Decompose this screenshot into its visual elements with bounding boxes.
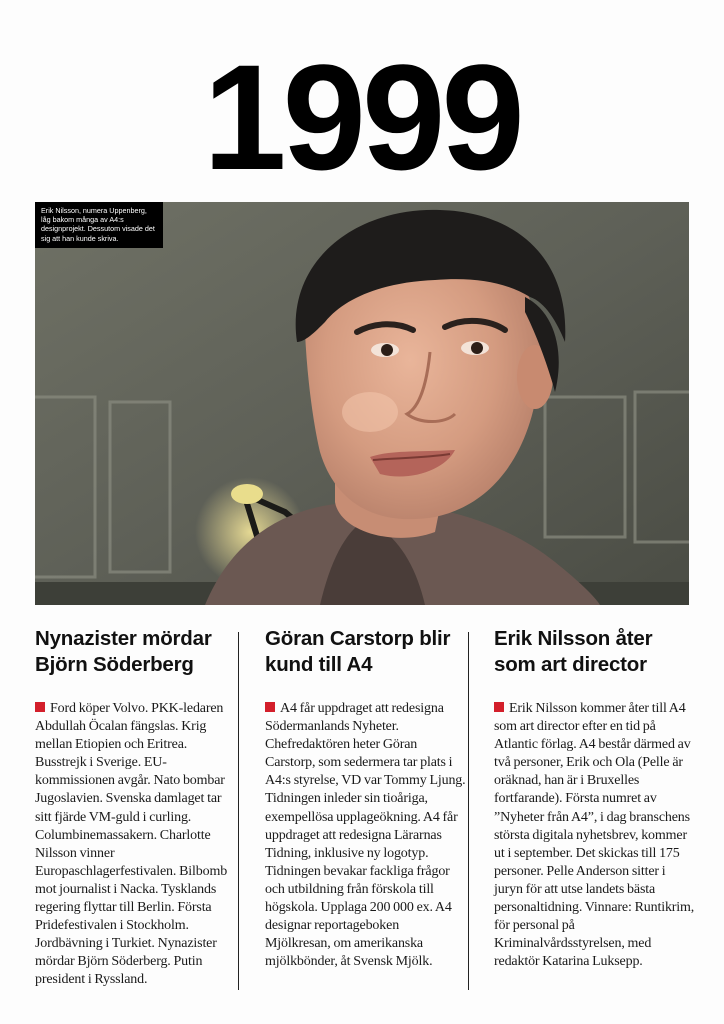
red-square-icon (494, 702, 504, 712)
portrait-photo (35, 202, 689, 605)
column-2 (265, 626, 467, 971)
body-text-2 (265, 700, 467, 971)
red-square-icon (265, 702, 275, 712)
body-text-3 (494, 700, 696, 971)
body-1: Ford köper Volvo. PKK-ledaren Abdullah Öcalan fängslas. Krig mellan Etiopien och Eritrea. Busstrejk i Sverige. EU-kommissionen avgår. Nato bombar Jugoslavien. Svenska damlaget tar sitt fjärde VM-guld i curling. Columbinemassakern. Charlotte Nilsson vinner Europaschlagerfestivalen. Bilbomb mot journalist i Nacka. Tysklands regering flyttar till Berlin. Första Pridefestivalen i Stockholm. Jordbävning i Turkiet. Nynazister mördar Björn Söderberg. Putin president i Ryssland. (35, 701, 228, 988)
headline-1: Nynazister mördar Björn Söderberg (35, 627, 212, 676)
body-2: A4 får uppdraget att redesigna Södermanlands Nyheter. Chefredaktören heter Göran Carstorp, som sedermera tar plats i A4:s styrelse, VD var Tommy Ljung. Tidningen inleder sin tioåriga, exempellösa upplageökning. A4 får uppdraget att redesigna Lärarnas Tidning, inklusive ny logotyp. Tidningen bevakar fackliga frågor och utbildning från förskola till högskola. Upplaga 200 000 ex. A4 designar reportageboken Mjölkresan, om amerikanska mjölkbönder, åt Svensk Mjölk. (265, 701, 466, 970)
column-divider-2 (468, 632, 469, 990)
body-3: Erik Nilsson kommer åter till A4 som art director efter en tid på Atlantic förlag. A4 består därmed av två personer, Erik och Ola (Pelle är oräknad, han är i Bruxelles fortfarande). Första numret av ”Nyheter från A4”, i dag branschens största digitala nyhetsbrev, kommer ut i september. Det skickas till 175 personer. Pelle Anderson sitter i juryn för att utse landets bästa personaltidning. Vinnare: Runtikrim, för personal på Kriminalvårdsstyrelsen, med redaktör Katarina Luksepp. (494, 701, 695, 970)
red-square-icon (35, 702, 45, 712)
headline-3: Erik Nilsson åter som art director (494, 627, 653, 676)
year-heading: 1999 (203, 33, 521, 201)
column-divider-1 (238, 632, 239, 990)
photo-caption: Erik Nilsson, numera Uppenberg, låg bakom många av A4:s designprojekt. Dessutom visade det sig att han kunde skriva. (35, 202, 163, 248)
body-text-1 (35, 700, 237, 990)
column-1 (35, 626, 237, 990)
column-3 (494, 626, 696, 971)
headline-2: Göran Carstorp blir kund till A4 (265, 627, 451, 676)
